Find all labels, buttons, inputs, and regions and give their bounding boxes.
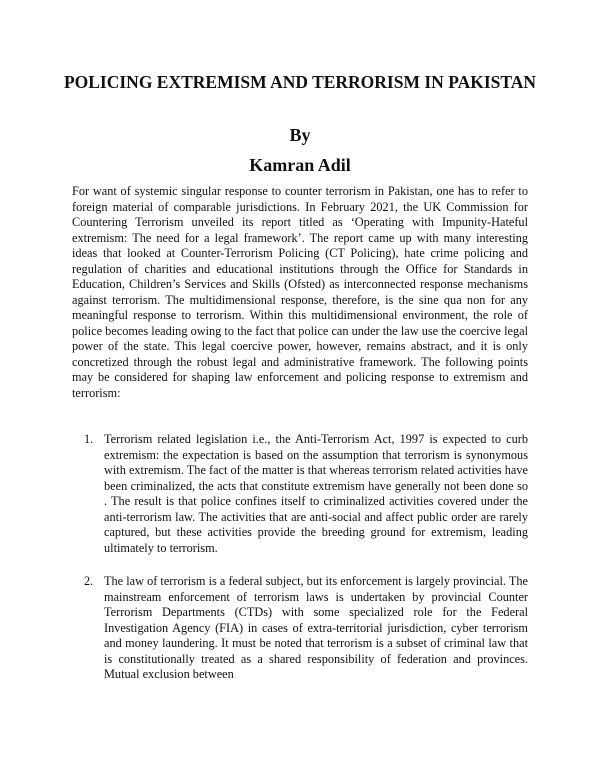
list-item-number: 1. [84, 432, 94, 446]
list-item [72, 432, 528, 556]
document-title: POLICING EXTREMISM AND TERRORISM IN PAKISTAN [63, 72, 537, 92]
list-item [72, 574, 528, 683]
list-item-text: The law of terrorism is a federal subject, but its enforcement is largely provincial. The mainstream enforcement of terrorism laws is undertaken by provincial Counter Terrorism Departments (CTDs) with some specialized role for the Federal Investigation Agency (FIA) in cases of extra-territorial jurisdiction, cyber terrorism and money laundering. It must be noted that terrorism is a subset of criminal law that is constitutionally treated as a shared responsibility of federation and provinces. Mutual exclusion between [104, 574, 528, 681]
intro-paragraph: For want of systemic singular response to counter terrorism in Pakistan, one has to refer to foreign material of comparable jurisdictions. In February 2021, the UK Commission for Countering Terrorism unveiled its report titled as ‘Operating with Impunity-Hateful extremism: The need for a legal framework’. The report came up with many interesting ideas that looked at Counter-Terrorism Policing (CT Policing), hate crime policing and regulation of charities and educational institutions through the Office for Standards in Education, Children’s Services and Skills (Ofsted) as interconnected response mechanisms against terrorism. The multidimensional response, therefore, is the sine qua non for any meaningful response to terrorism. Within this multidimensional environment, the role of police becomes leading owing to the fact that police can under the law use the coercive legal power of the state. This legal coercive power, however, remains abstract, and it is only concretized through the robust legal and administrative framework. The following points may be considered for shaping law enforcement and policing response to extremism and terrorism: [72, 184, 528, 400]
list-item-text: Terrorism related legislation i.e., the Anti-Terrorism Act, 1997 is expected to curb extremism: the expectation is based on the assumption that terrorism is synonymous with extremism. The fact of the matter is that whereas terrorism related activities have been criminalized, the acts that constitute extremism have generally not been done so . The result is that police confines itself to criminalized activities covered under the anti-terrorism law. The activities that are anti-social and affect public order are rarely captured, but these activities provide the breeding ground for extremism, leading ultimately to terrorism. [104, 432, 528, 555]
author-name: Kamran Adil [249, 155, 351, 175]
points-list [72, 432, 528, 683]
list-item-number: 2. [84, 574, 94, 588]
byline: By [289, 125, 311, 145]
